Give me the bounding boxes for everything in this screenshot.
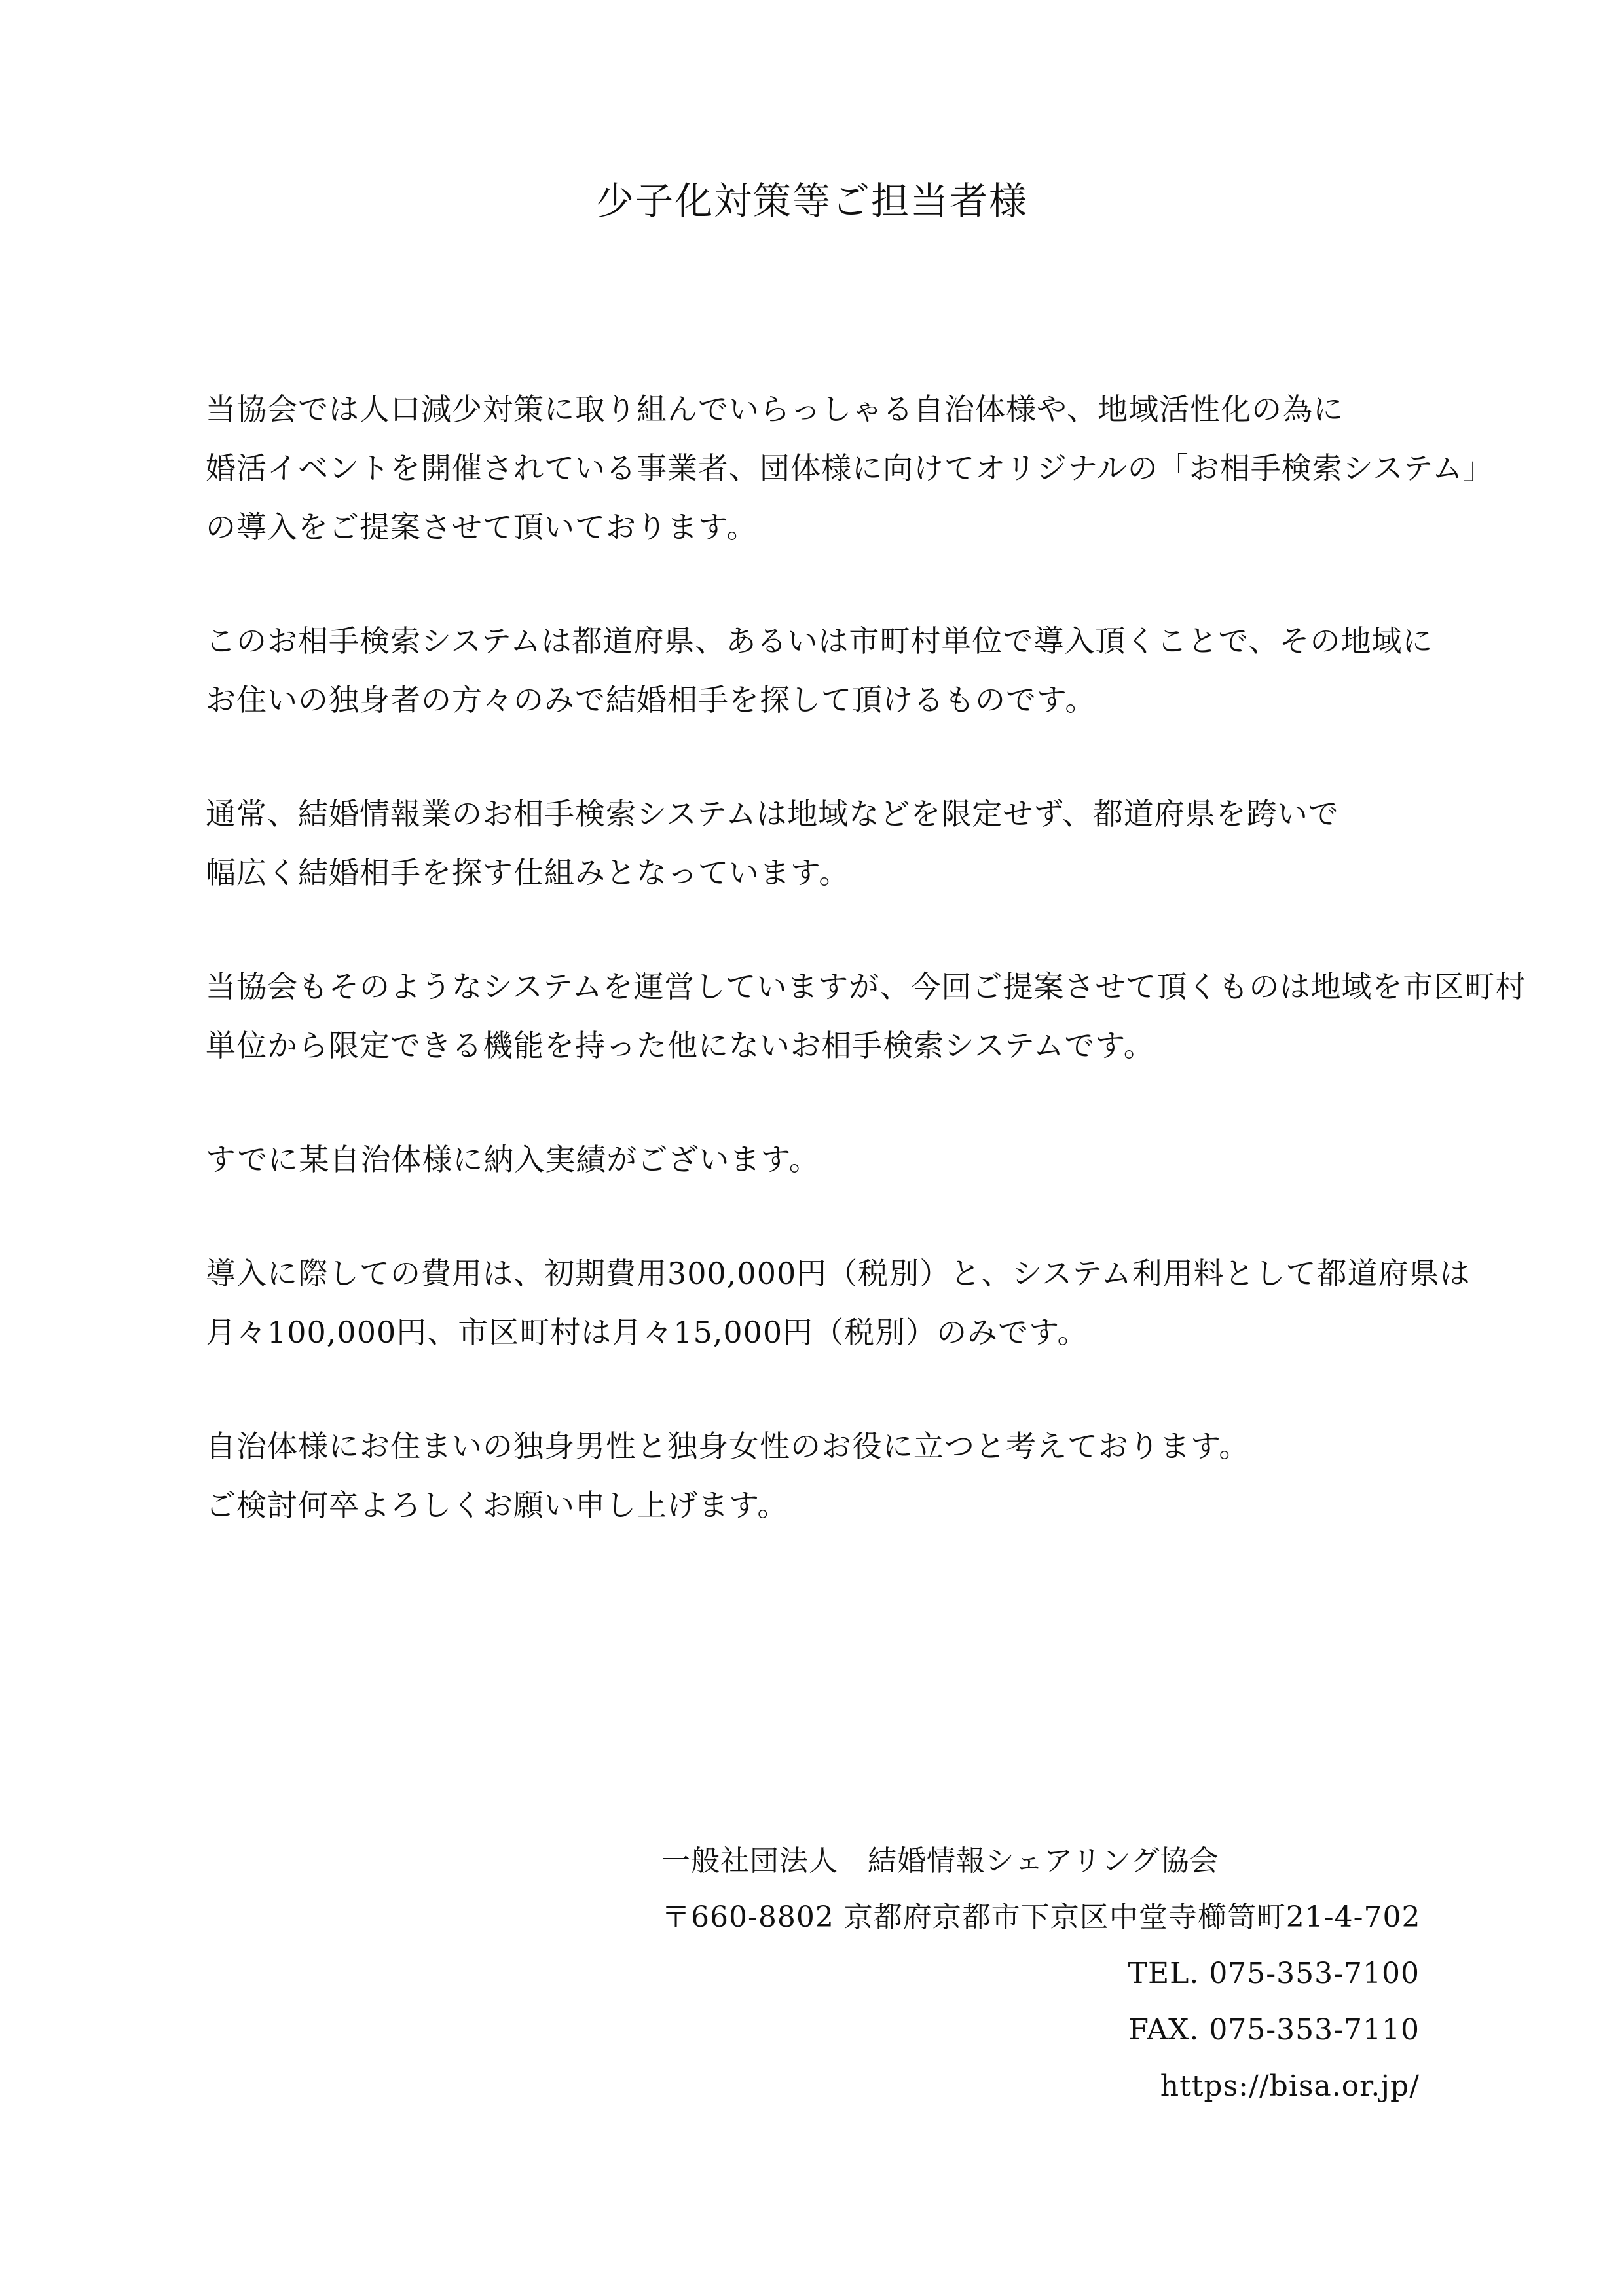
paragraph-3 [206, 784, 1450, 902]
paragraph-line: 婚活イベントを開催されている事業者、団体様に向けてオリジナルの「お相手検索システム」 [206, 450, 1494, 486]
paragraph-5 [206, 1130, 1450, 1189]
paragraph-line: すでに某自治体様に納入実績がございます。 [206, 1142, 820, 1177]
paragraph-line: 月々100,000円、市区町村は月々15,000円（税別）のみです。 [206, 1315, 1088, 1350]
paragraph-line: 自治体様にお住まいの独身男性と独身女性のお役に立つと考えております。 [206, 1429, 1250, 1464]
paragraph-6 [206, 1244, 1471, 1362]
paragraph-line: 当協会では人口減少対策に取り組んでいらっしゃる自治体様や、地域活性化の為に [206, 392, 1344, 427]
sender-tel: TEL. 075-353-7100 [1128, 1957, 1420, 1990]
paragraph-7 [206, 1417, 1450, 1535]
sender-organization: 一般社団法人 結婚情報シェアリング協会 [661, 1844, 1219, 1878]
paragraph-4 [206, 957, 1526, 1075]
paragraph-line: の導入をご提案させて頂いております。 [206, 509, 758, 545]
sender-address: 〒660-8802 京都府京都市下京区中堂寺櫛笥町21-4-702 [661, 1901, 1421, 1934]
paragraph-line: お住いの独身者の方々のみで結婚相手を探して頂けるものです。 [206, 682, 1096, 718]
paragraph-line: このお相手検索システムは都道府県、あるいは市町村単位で導入頂くことで、その地域に [206, 623, 1433, 659]
paragraph-line: ご検討何卒よろしくお願い申し上げます。 [206, 1487, 788, 1523]
paragraph-1 [206, 380, 1494, 556]
sender-block [661, 1833, 1428, 2115]
paragraph-line: 単位から限定できる機能を持った他にないお相手検索システムです。 [206, 1028, 1154, 1063]
paragraph-2 [206, 611, 1450, 729]
sender-fax: FAX. 075-353-7110 [1128, 2013, 1420, 2047]
paragraph-line: 幅広く結婚相手を探す仕組みとなっています。 [206, 855, 850, 890]
paragraph-line: 当協会もそのようなシステムを運営していますが、今回ご提案させて頂くものは地域を市区町村 [206, 969, 1526, 1004]
page-title: 少子化対策等ご担当者様 [595, 179, 1028, 223]
letter-body [206, 380, 1526, 1590]
paragraph-line: 通常、結婚情報業のお相手検索システムは地域などを限定せず、都道府県を跨いで [206, 796, 1339, 831]
sender-url[interactable]: https://bisa.or.jp/ [1160, 2069, 1420, 2103]
paragraph-line: 導入に際しての費用は、初期費用300,000円（税別）と、システム利用料として都道府県は [206, 1256, 1471, 1291]
